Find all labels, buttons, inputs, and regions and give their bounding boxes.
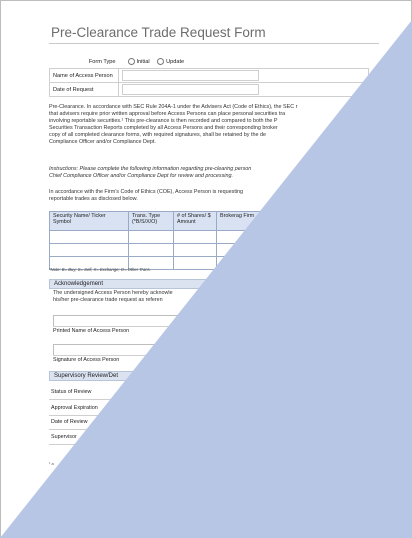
trade-type-note: *Note: B= Buy; S= Sell; X= Exchange; O= Other Trans. — [49, 267, 151, 272]
col-header-security: Security Name/ Ticker Symbol — [50, 212, 129, 231]
update-label: Update — [166, 58, 185, 65]
supervisory-header: Supervisory Review/Det — [49, 371, 385, 381]
text-line: The undersigned Access Person hereby acknowle — [53, 290, 173, 296]
text-line: Pre-Clearance. In accordance with SEC Rule 204A-1 under the Advisers Act (Code of Ethics), the SEC r — [49, 104, 298, 110]
text-line: In accordance with the Firm’s Code of Ethics (COE), Access Person is requesting — [49, 189, 244, 195]
date-label: Date of Request — [50, 83, 119, 97]
signature-label: Signature of Access Person — [53, 357, 120, 363]
col-header-shares: # of Shares/ $ Amount — [174, 212, 217, 231]
text-line: reportable trades as disclosed below. — [49, 196, 138, 203]
status-of-review-row: Status of Review — [49, 385, 381, 400]
text-line: Compliance Officer and/or Compliance Dept. — [49, 139, 156, 146]
text-line: that advisers require prior written approval before Access Persons can place personal securities tra — [49, 111, 286, 118]
form-type-label: Form Type — [88, 58, 116, 65]
text-line: copy of all completed clearance forms, with required signatures, shall be retained by the de — [49, 132, 266, 139]
text-line: his/her pre-clearance trade request as referen — [53, 297, 163, 304]
text-line: Securities Transaction Reports completed by all Access Persons and their corresponding broker — [49, 125, 278, 132]
initial-label: Initial — [136, 58, 150, 65]
acknowledgement-header: Acknowledgement — [49, 279, 385, 289]
page-title: Pre-Clearance Trade Request Form — [51, 25, 266, 40]
printed-name-label: Printed Name of Access Person — [53, 328, 130, 334]
blue-page-curl-overlay — [0, 20, 412, 538]
approval-expiration-row: Approval Expiration — [49, 401, 381, 416]
supervisor-row: Supervisor — [49, 430, 381, 445]
date-of-review-row: Date of Review — [49, 415, 381, 430]
text-line: Instructions: Please complete the following information regarding pre-clearing person — [49, 166, 252, 172]
name-label: Name of Access Person — [50, 69, 119, 83]
col-header-trans-type: Trans. Type (*B/S/X/O) — [129, 212, 174, 231]
text-line: involving reportable securities.¹ This pre-clearance is then recorded and compared to both the P — [49, 118, 278, 125]
footnote: ¹ a — [49, 461, 54, 466]
col-header-broker: Brokerag Firm — [217, 212, 284, 231]
text-line: Chief Compliance Officer and/or Compliance Dept for review and processing. — [49, 173, 233, 180]
